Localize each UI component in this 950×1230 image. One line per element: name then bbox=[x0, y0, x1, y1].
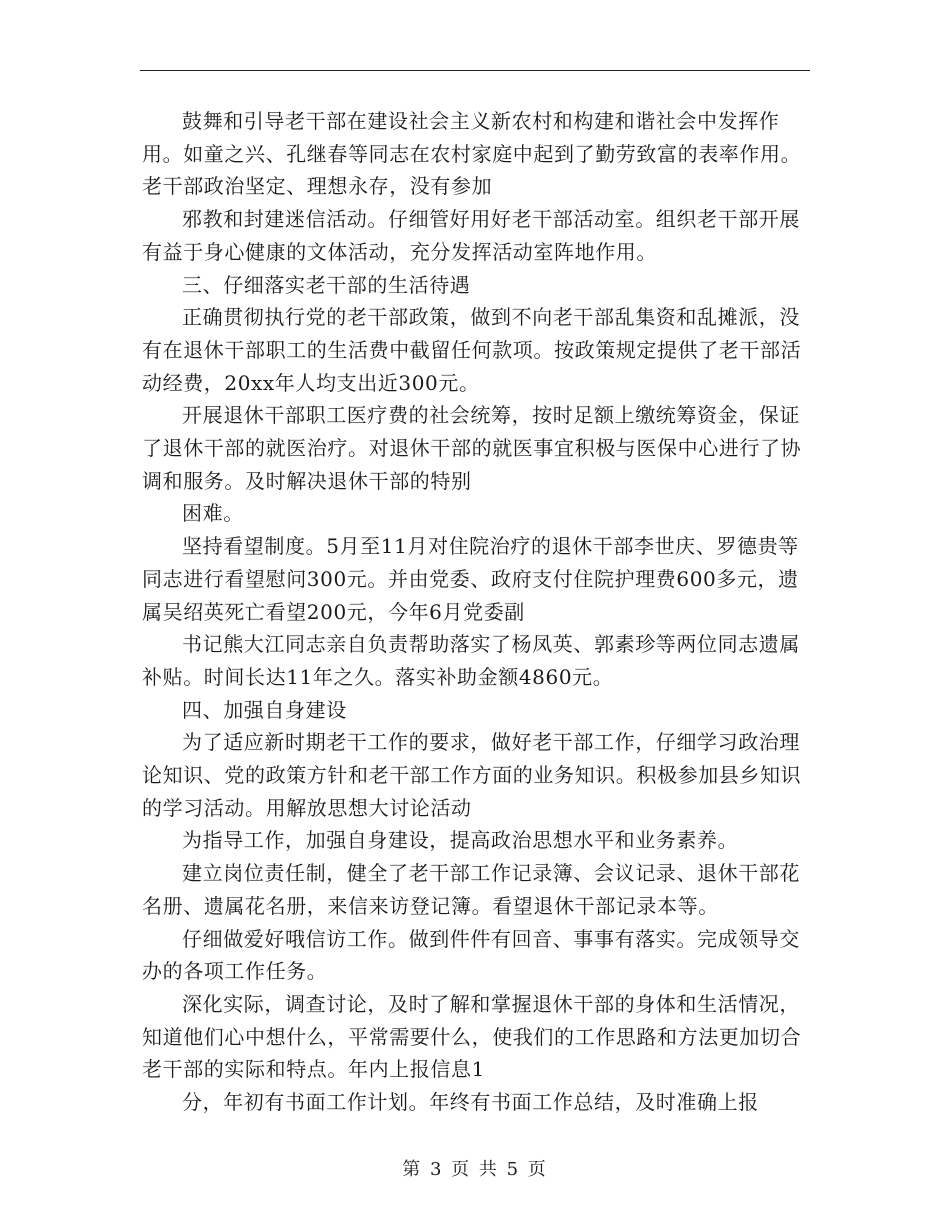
paragraph: 仔细做爱好哦信访工作。做到件件有回音、事事有落实。完成领导交办的各项工作任务。 bbox=[142, 926, 800, 984]
paragraph: 鼓舞和引导老干部在建设社会主义新农村和构建和谐社会中发挥作用。如童之兴、孔继春等同志在农村家庭中起到了勤劳致富的表率作用。老干部政治坚定、理想永存，没有参加 bbox=[142, 109, 802, 199]
paragraph: 为指导工作，加强自身建设，提高政治思想水平和业务素养。 bbox=[182, 828, 739, 853]
paragraph: 书记熊大江同志亲自负责帮助落实了杨凤英、郭素珍等两位同志遗属补贴。时间长达11年之久。落实补助金额4860元。 bbox=[142, 632, 800, 689]
paragraph: 分，年初有书面工作计划。年终有书面工作总结，及时准确上报 bbox=[182, 1090, 759, 1115]
document-body bbox=[142, 105, 812, 1119]
header-rule bbox=[140, 70, 810, 71]
paragraph: 深化实际，调查讨论，及时了解和掌握退休干部的身体和生活情况，知道他们心中想什么，平常需要什么，使我们的工作思路和方法更加切合老干部的实际和特点。年内上报信息1 bbox=[142, 991, 802, 1082]
paragraph: 坚持看望制度。5月至11月对住院治疗的退休干部李世庆、罗德贵等同志进行看望慰问300元。并由党委、政府支付住院护理费600多元，遗属吴绍英死亡看望200元，今年6月党委副 bbox=[142, 534, 799, 624]
paragraph: 开展退休干部职工医疗费的社会统筹，按时足额上缴统筹资金，保证了退休干部的就医治疗。对退休干部的就医事宜积极与医保中心进行了协调和服务。及时解决退休干部的特别 bbox=[142, 403, 802, 493]
paragraph: 建立岗位责任制，健全了老干部工作记录簿、会议记录、退休干部花名册、遗属花名册，来信来访登记簿。看望退休干部记录本等。 bbox=[142, 861, 800, 918]
paragraph: 正确贯彻执行党的老干部政策，做到不向老干部乱集资和乱摊派，没有在退休干部职工的生活费中截留任何款项。按政策规定提供了老干部活动经费，20xx年人均支出近300元。 bbox=[142, 305, 802, 395]
section-heading: 四、加强自身建设 bbox=[182, 697, 347, 722]
paragraph: 困难。 bbox=[182, 501, 244, 526]
section-heading: 三、仔细落实老干部的生活待遇 bbox=[182, 272, 471, 297]
paragraph: 邪教和封建迷信活动。仔细管好用好老干部活动室。组织老干部开展有益于身心健康的文体活动，充分发挥活动室阵地作用。 bbox=[142, 207, 800, 264]
page-number-footer: 第 3 页 共 5 页 bbox=[402, 1159, 548, 1180]
paragraph: 为了适应新时期老干工作的要求，做好老干部工作，仔细学习政治理论知识、党的政策方针和老干部工作方面的业务知识。积极参加县乡知识的学习活动。用解放思想大讨论活动 bbox=[142, 730, 802, 820]
